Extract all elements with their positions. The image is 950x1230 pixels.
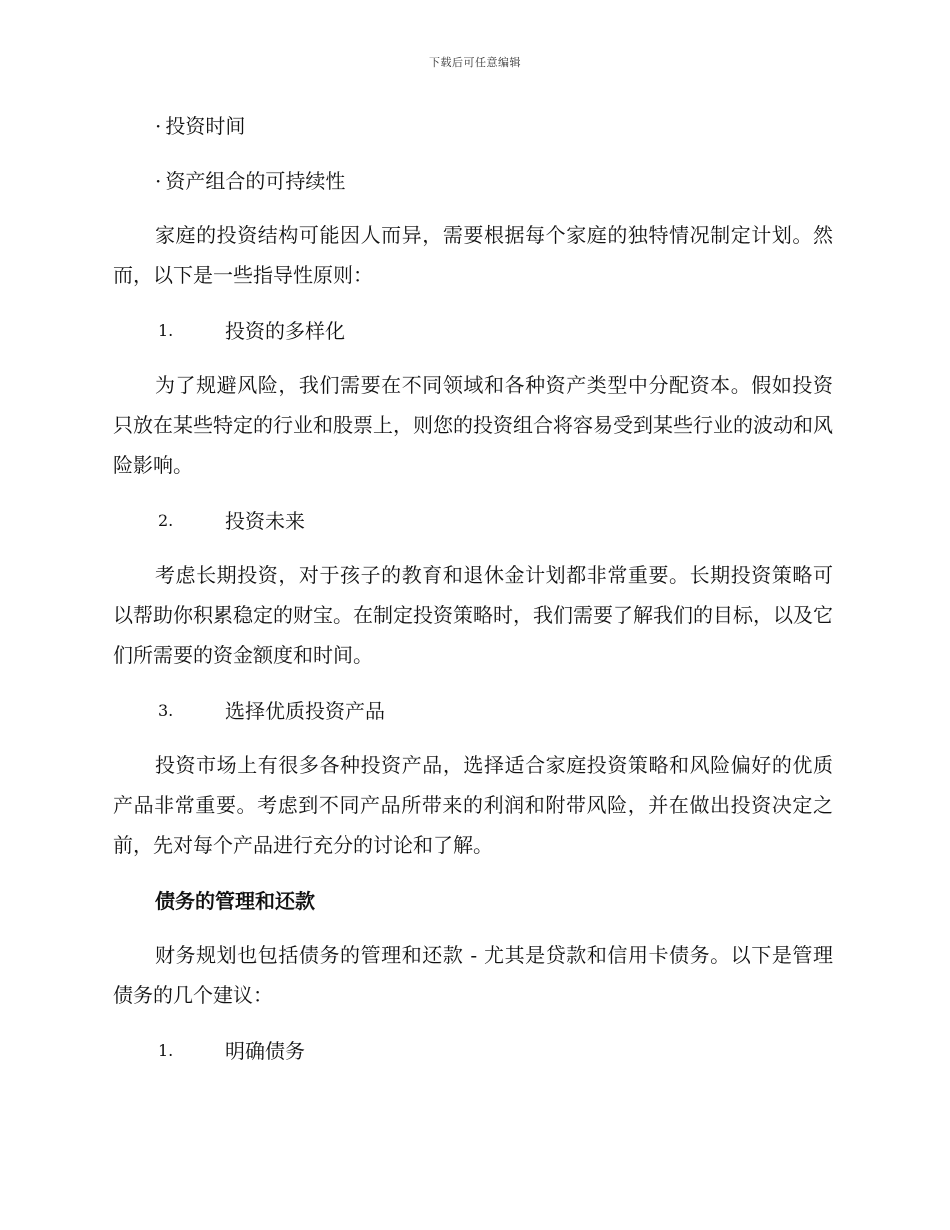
- paragraph: 家庭的投资结构可能因人而异，需要根据每个家庭的独特情况制定计划。然而，以下是一些指导性原则：: [113, 223, 833, 287]
- numbered-item: [158, 310, 833, 352]
- numbered-item: [158, 1030, 833, 1072]
- numbered-item: [158, 500, 833, 542]
- item-number: 3.: [158, 701, 174, 720]
- paragraph: 为了规避风险，我们需要在不同领域和各种资产类型中分配资本。假如投资只放在某些特定的行业和股票上，则您的投资组合将容易受到某些行业的波动和风险影响。: [113, 373, 833, 477]
- bullet-text: 资产组合的可持续性: [165, 169, 346, 193]
- bullet-dot: ·: [155, 169, 162, 193]
- item-text: 选择优质投资产品: [225, 699, 385, 723]
- bullet-dot: ·: [155, 114, 162, 138]
- page-header: 下载后可任意编辑: [429, 56, 521, 69]
- bullet-text: 投资时间: [165, 114, 246, 138]
- item-number: 2.: [158, 511, 174, 530]
- section-heading: 债务的管理和还款: [155, 889, 315, 913]
- bullet-item: [155, 160, 833, 202]
- document-body: [113, 105, 833, 1085]
- item-text: 投资的多样化: [225, 319, 345, 343]
- paragraph: 财务规划也包括债务的管理和还款 - 尤其是贷款和信用卡债务。以下是管理债务的几个建议：: [113, 943, 833, 1007]
- paragraph: 考虑长期投资，对于孩子的教育和退休金计划都非常重要。长期投资策略可以帮助你积累稳定的财宝。在制定投资策略时，我们需要了解我们的目标，以及它们所需要的资金额度和时间。: [113, 563, 833, 667]
- numbered-item: [158, 690, 833, 732]
- bullet-item: [155, 105, 833, 147]
- item-number: 1.: [158, 1041, 174, 1060]
- item-text: 投资未来: [225, 509, 305, 533]
- item-number: 1.: [158, 321, 174, 340]
- paragraph: 投资市场上有很多各种投资产品，选择适合家庭投资策略和风险偏好的优质产品非常重要。考虑到不同产品所带来的利润和附带风险，并在做出投资决定之前，先对每个产品进行充分的讨论和了解。: [113, 753, 833, 857]
- item-text: 明确债务: [225, 1039, 305, 1063]
